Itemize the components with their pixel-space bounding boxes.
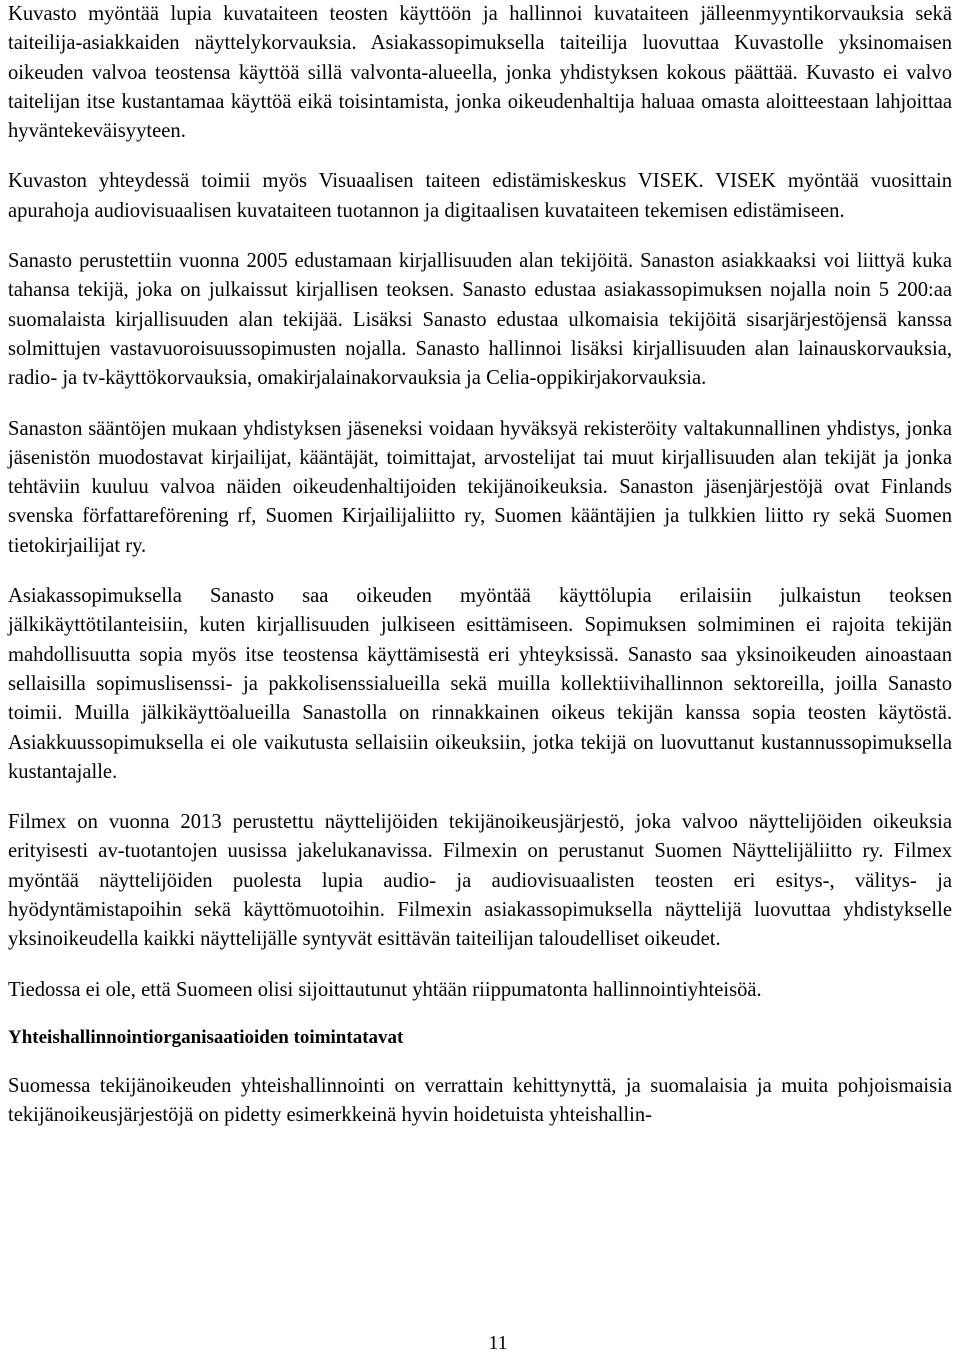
section-heading: Yhteishallinnointiorganisaatioiden toimintatavat: [8, 1026, 404, 1048]
paragraph-kuvasto-licensing: Kuvasto myöntää lupia kuvataiteen teosten käyttöön ja hallinnoi kuvataiteen jälleenmyyntikorvauksia sekä taiteilija-asiakkaiden näyttelykorvauksia. Asiakassopimuksella taiteilija luovuttaa Kuvastolle yksinomaisen oikeuden valvoa teostensa käyttöä sillä valvonta-alueella, jonka yhdistyksen kokous päättää. Kuvasto ei valvo taitelijan itse kustantamaa käyttöä eikä toisintamista, jonka oikeudenhaltija haluaa omasta aloitteestaan lahjoittaa hyväntekeväisyyteen.: [8, 3, 952, 143]
paragraph-filmex: Filmex on vuonna 2013 perustettu näyttelijöiden tekijänoikeusjärjestö, joka valvoo näyttelijöiden oikeuksia erityisesti av-tuotantojen uusissa jakelukanavissa. Filmexin on perustanut Suomen Näyttelijäliitto ry. Filmex myöntää näyttelijöiden puolesta lupia audio- ja audiovisuaalisten teosten eri esitys-, välitys- ja hyödyntämistapoihin sekä käyttömuotoihin. Filmexin asiakassopimuksella näyttelijä luovuttaa yhdistykselle yksinoikeudella kaikki näyttelijälle syntyvät esittävän taiteilijan taloudelliset oikeudet.: [8, 811, 952, 951]
paragraph-sanasto-founding: Sanasto perustettiin vuonna 2005 edustamaan kirjallisuuden alan tekijöitä. Sanaston asiakkaaksi voi liittyä kuka tahansa tekijä, joka on julkaissut kirjallisen teoksen. Sanasto edustaa asiakassopimuksen nojalla noin 5 200:aa suomalaista kirjallisuuden alan tekijää. Lisäksi Sanasto edustaa ulkomaisia tekijöitä sisarjärjestöjensä kanssa solmittujen vastavuoroisuussopimusten nojalla. Sanasto hallinnoi lisäksi kirjallisuuden alan lainauskorvauksia, radio- ja tv-käyttökorvauksia, omakirjalainakorvauksia ja Celia-oppikirjakorvauksia.: [8, 250, 952, 390]
page-number: 11: [488, 1332, 508, 1354]
paragraph-visek: Kuvaston yhteydessä toimii myös Visuaalisen taiteen edistämiskeskus VISEK. VISEK myöntää vuosittain apurahoja audiovisuaalisen kuvataiteen tuotannon ja digitaalisen kuvataiteen tekemisen edistämiseen.: [8, 170, 952, 222]
paragraph-sanasto-client-agreement: Asiakassopimuksella Sanasto saa oikeuden myöntää käyttölupia erilaisiin julkaistun teoksen jälkikäyttötilanteisiin, kuten kirjallisuuden julkiseen esittämiseen. Sopimuksen solmiminen ei rajoita tekijän mahdollisuutta sopia myös itse teostensa käyttämisestä eri yhteyksissä. Sanasto saa yksinoikeuden ainoastaan sellaisilla sopimuslisenssi- ja pakkolisenssialueilla sekä muilla kollektiivihallinnon sektoreilla, joilla Sanasto toimii. Muilla jälkikäyttöalueilla Sanastolla on rinnakkainen oikeus tekijän kanssa sopia teosten käytöstä. Asiakkuussopimuksella ei ole vaikutusta sellaisiin oikeuksiin, jotka tekijä on luovuttanut kustannussopimuksella kustantajalle.: [8, 585, 952, 783]
paragraph-collective-management: Suomessa tekijänoikeuden yhteishallinnointi on verrattain kehittynyttä, ja suomalaisia ja muita pohjoismaisia tekijänoikeusjärjestöjä on pidetty esimerkkeinä hyvin hoidetuista yhteishallin-: [8, 1074, 952, 1127]
paragraph-independent-entities: Tiedossa ei ole, että Suomeen olisi sijoittautunut yhtään riippumatonta hallinnointiyhteisöä.: [8, 978, 762, 1001]
paragraph-sanasto-membership: Sanaston sääntöjen mukaan yhdistyksen jäseneksi voidaan hyväksyä rekisteröity valtakunnallinen yhdistys, jonka jäsenistön muodostavat kirjailijat, kääntäjät, toimittajat, arvostelijat tai muut kirjallisuuden alan tekijät ja jonka tehtäviin kuuluu valvoa näiden oikeudenhaltijoiden tekijänoikeuksia. Sanaston jäsenjärjestöjä ovat Finlands svenska författareförening rf, Suomen Kirjailijaliitto ry, Suomen kääntäjien ja tulkkien liitto ry sekä Suomen tietokirjailijat ry.: [8, 417, 952, 557]
document-page: [8, 0, 952, 1131]
